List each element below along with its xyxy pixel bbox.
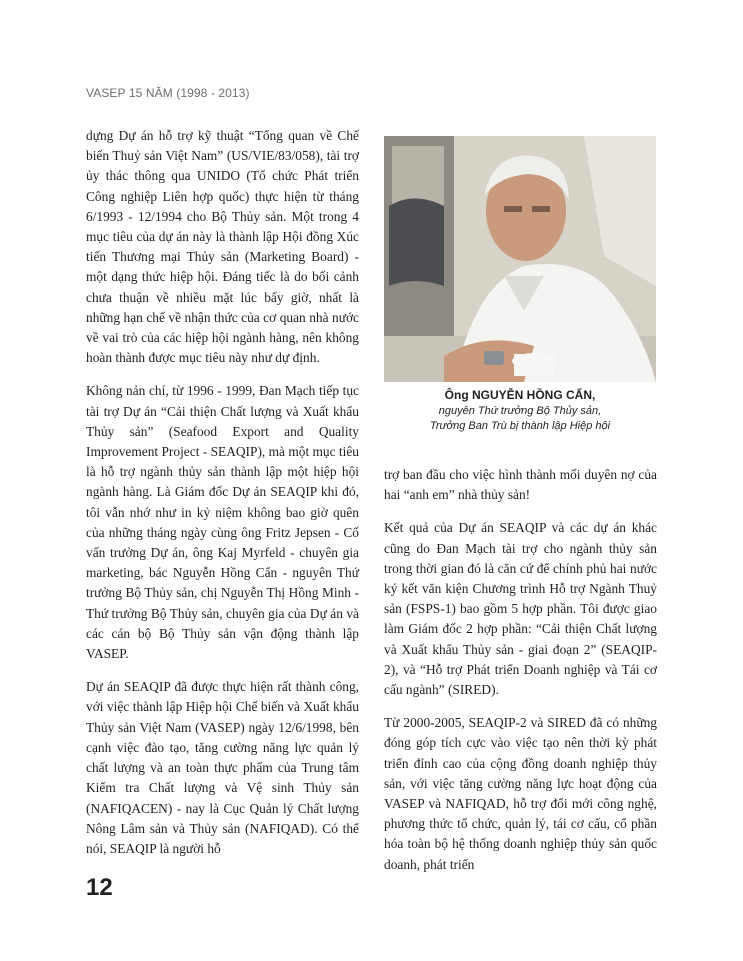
right-text-column xyxy=(384,465,657,888)
photo-caption xyxy=(372,387,668,434)
paragraph: trợ ban đầu cho việc hình thành mối duyên nợ của hai “anh em” nhà thủy sản! xyxy=(384,467,657,503)
portrait-photo xyxy=(384,136,656,382)
caption-name: Ông NGUYỄN HỒNG CẨN, xyxy=(444,388,596,402)
paragraph: Từ 2000-2005, SEAQIP-2 và SIRED đã có những đóng góp tích cực vào việc tạo nên thời kỳ phát triển đỉnh cao của cộng đồng doanh nghiệp thủy sản, với việc tăng cường năng lực hoạt động của VASEP và NAFIQAD, hỗ trợ đổi mới công nghệ, phương thức tổ chức, quản lý, tái cơ cấu, cổ phần hóa toàn bộ hệ thống doanh nghiệp thủy sản quốc doanh, phát triển xyxy=(384,715,657,872)
paragraph: Không nản chí, từ 1996 - 1999, Đan Mạch tiếp tục tài trợ Dự án “Cải thiện Chất lượng và Xuất khẩu Thủy sản” (Seafood Export and Quality Improvement Project - SEAQIP), mà một mục tiêu là hỗ trợ ngành thủy sản thành lập một hiệp hội ngành hàng. Là Giám đốc Dự án SEAQIP khi đó, tôi vẫn nhớ như in kỷ niệm không bao giờ quên của những tháng ngày cùng ông Fritz Jepsen - Cố vấn trưởng Dự án, ông Kaj Myrfeld - chuyên gia marketing, bác Nguyễn Hồng Cẩn - nguyên Thứ trưởng Bộ Thủy sản, chị Nguyễn Thị Hồng Minh - Thứ trưởng Bộ Thủy sản, chuyên gia của Dự án và các cán bộ Bộ Thủy sản vận động thành lập VASEP. xyxy=(86,383,359,662)
paragraph: dựng Dự án hỗ trợ kỹ thuật “Tổng quan về Chế biến Thuỷ sản Việt Nam” (US/VIE/83/058), tài trợ ủy thác thông qua UNIDO (Tổ chức Phát triển Công nghiệp Liên hợp quốc) thực hiện từ tháng 6/1993 - 12/1994 cho Bộ Thủy sản. Một trong 4 mục tiêu của dự án này là thành lập Hội đồng Xúc tiến Thương mại Thủy sản (Marketing Board) - một dạng thức hiệp hội. Đáng tiếc là do bối cảnh chưa thuận về nhiều mặt lúc bấy giờ, nhất là những hạn chế về nhận thức của cơ quan nhà nước về vai trò của các hiệp hội ngành hàng, nên không hoàn thành được mục tiêu này như dự định. xyxy=(86,128,359,366)
page-number: 12 xyxy=(86,874,113,901)
paragraph: Dự án SEAQIP đã được thực hiện rất thành công, với việc thành lập Hiệp hội Chế biến và Xuất khẩu Thủy sản Việt Nam (VASEP) ngày 12/6/1998, bên cạnh việc đào tạo, tăng cường năng lực quản lý chất lượng và an toàn thực phẩm của Trung tâm Kiểm tra Chất lượng và Vệ sinh Thủy sản (NAFIQACEN) - nay là Cục Quản lý Chất lượng Nông Lâm sản và Thủy sản (NAFIQAD). Có thể nói, SEAQIP là người hỗ xyxy=(86,679,359,856)
caption-title-line: nguyên Thứ trưởng Bộ Thủy sản, xyxy=(438,405,602,417)
running-header: VASEP 15 NĂM (1998 - 2013) xyxy=(86,86,250,100)
paragraph: Kết quả của Dự án SEAQIP và các dự án khác cũng do Đan Mạch tài trợ cho ngành thủy sản trong thời gian đó là căn cứ để chính phủ hai nước ký kết văn kiện Chương trình Hỗ trợ Ngành Thuỷ sản (FSPS-1) bao gồm 5 hợp phần. Tôi được giao làm Giám đốc 2 hợp phần: “Cải thiện Chất lượng và Xuất khẩu Thủy sản - giai đoạn 2” (SEAQIP-2), và “Hỗ trợ Phát triển Doanh nghiệp và Tái cơ cấu ngành” (SIRED). xyxy=(384,520,657,698)
caption-title-line: Trưởng Ban Trù bị thành lập Hiệp hội xyxy=(429,420,611,432)
left-text-column xyxy=(86,126,359,872)
